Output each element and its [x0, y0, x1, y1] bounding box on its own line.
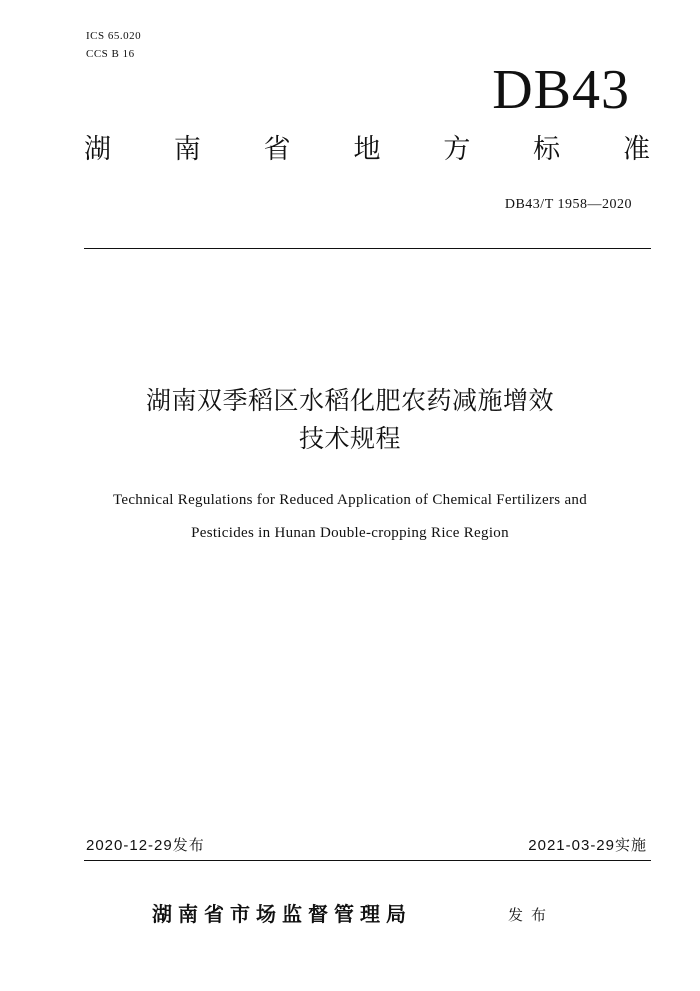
bottom-divider	[84, 860, 651, 861]
standard-number: DB43/T 1958—2020	[504, 197, 632, 212]
english-title-line-1: Technical Regulations for Reduced Application of Chemical Fertilizers and	[112, 492, 588, 508]
issuing-authority: 湖南省市场监督管理局	[152, 902, 412, 926]
heading-char: 湖	[84, 134, 111, 165]
implementation-date: 2021-03-29实施	[528, 837, 647, 854]
heading-char: 准	[622, 134, 650, 165]
issue-date: 2020-12-29发布	[86, 837, 205, 854]
heading-char: 标	[533, 134, 561, 165]
heading-char: 地	[353, 134, 381, 165]
chinese-title-line-1: 湖南双季稻区水稻化肥农药减施增效	[145, 386, 554, 415]
heading-char: 省	[263, 134, 291, 165]
english-title-line-2: Pesticides in Hunan Double-cropping Rice Region	[191, 525, 509, 541]
classification-codes	[86, 27, 141, 63]
ccs-code: CCS B 16	[86, 48, 135, 60]
heading-char: 方	[443, 134, 471, 165]
heading-char: 南	[173, 134, 201, 165]
chinese-title	[0, 382, 700, 458]
issued-label: 发布	[508, 906, 555, 924]
english-title	[0, 484, 700, 550]
local-standard-heading	[84, 132, 650, 168]
db-mark: DB43	[492, 59, 630, 121]
top-divider	[84, 248, 651, 249]
chinese-title-line-2: 技术规程	[298, 424, 401, 453]
ics-code: ICS 65.020	[86, 30, 142, 42]
